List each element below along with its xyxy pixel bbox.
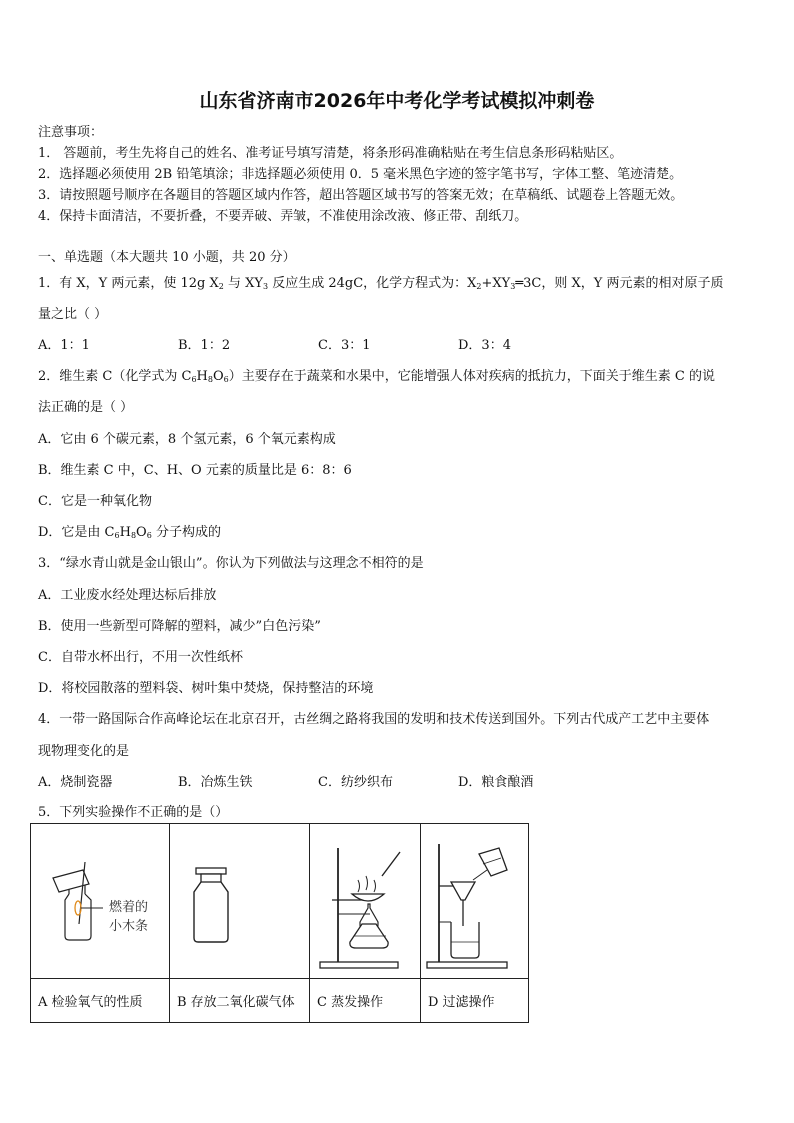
figure-a-caption[interactable]: A 检验氧气的性质 [31,979,170,1023]
notice-item: 3．请按照题号顺序在各题目的答题区域内作答，超出答题区域书写的答案无效；在草稿纸、试题卷上答题无效。 [38,188,684,203]
question-1-stem-cont: 量之比（ ） [38,307,108,322]
subscript: 8 [130,531,137,540]
figure-b-caption[interactable]: B 存放二氧化碳气体 [170,979,310,1023]
question-5-stem: 5．下列实验操作不正确的是（） [38,805,229,820]
option-a[interactable]: A．1：1 [38,338,90,353]
question-1-options [38,334,598,353]
q2-text: O [212,369,224,384]
q2-text: 2．维生素 C（化学式为 C [38,369,192,384]
option-d[interactable] [38,521,221,540]
q2-option-text: H [119,525,131,540]
figure-c-cell [310,824,421,979]
subscript: 2 [218,282,224,291]
oxygen-test-illustration [31,824,169,978]
evaporation-illustration [310,824,420,978]
q2-option-text: 分子构成的 [151,525,221,540]
question-3-stem: 3．“绿水青山就是金山银山”。你认为下列做法与这理念不相符的是 [38,556,424,571]
option-a[interactable]: A．工业废水经处理达标后排放 [38,588,217,603]
figure-b-cell [170,824,310,979]
notice-item: 2．选择题必须使用 2B 铅笔填涂；非选择题必须使用 0．5 毫米黑色字迹的签字笔书写，字体工整、笔迹清楚。 [38,167,683,182]
option-a[interactable]: A．烧制瓷器 [38,775,113,790]
option-c[interactable]: C．纺纱织布 [318,775,393,790]
subscript: 6 [191,375,197,384]
option-d[interactable]: D．粮食酿酒 [458,775,534,790]
option-d[interactable]: D．3：4 [458,338,511,353]
section-heading: 一、单选题（本大题共 10 小题，共 20 分） [38,250,296,265]
subscript: 8 [207,375,213,384]
page-title: 山东省济南市2026年中考化学考试模拟冲刺卷 [199,90,595,112]
question-4-stem: 4．一带一路国际合作高峰论坛在北京召开，古丝绸之路将我国的发明和技术传送到国外。下列古代成产工艺中主要体 [38,712,710,727]
q2-option-text: D．它是由 C [38,525,115,540]
notice-item: 1． 答题前，考生先将自己的姓名、准考证号填写清楚，将条形码准确粘贴在考生信息条形码粘贴区。 [38,146,623,161]
q1-text: ═3C，则 X，Y 两元素的相对原子质 [515,276,724,291]
question-4-options [38,771,598,790]
figure-d-cell [421,824,529,979]
filtration-illustration [421,824,528,978]
notice-heading: 注意事项： [38,125,104,140]
label-burning-stick-2: 小木条 [109,919,149,934]
subscript: 3 [262,282,269,291]
option-b[interactable]: B．维生素 C 中，C、H、O 元素的质量比是 6：8：6 [38,463,352,478]
q2-option-text: O [136,525,147,540]
question-2-stem-cont: 法正确的是（ ） [38,400,134,415]
subscript: 2 [476,282,482,291]
q1-text: 反应生成 24gC，化学方程式为：X [268,276,477,291]
figure-a-cell [31,824,170,979]
subscript: 6 [223,375,229,384]
figure-c-caption[interactable]: C 蒸发操作 [310,979,421,1023]
subscript: 6 [146,531,152,540]
q1-text: 与 XY [223,276,263,291]
subscript: 6 [114,531,120,540]
q1-text: +XY [481,276,511,291]
q2-text: H [196,369,208,384]
option-b[interactable]: B．1：2 [178,338,231,353]
gas-bottle-illustration [170,824,309,978]
label-burning-stick: 燃着的 [109,900,149,915]
figure-d-caption[interactable]: D 过滤操作 [421,979,529,1023]
q2-text: ）主要存在于蔬菜和水果中，它能增强人体对疾病的抵抗力，下面关于维生素 C 的说 [228,369,715,384]
option-a[interactable]: A．它由 6 个碳元素，8 个氢元素，6 个氧元素构成 [38,432,336,447]
option-b[interactable]: B．使用一些新型可降解的塑料，减少”白色污染” [38,619,321,634]
q1-text: 1．有 X，Y 两元素，使 12g X [38,276,219,291]
option-c[interactable]: C．自带水杯出行，不用一次性纸杯 [38,650,243,665]
option-b[interactable]: B．冶炼生铁 [178,775,253,790]
question-4-stem-cont: 现物理变化的是 [38,744,130,759]
notice-item: 4．保持卡面清洁，不要折叠，不要弄破、弄皱，不准使用涂改液、修正带、刮纸刀。 [38,209,528,224]
question-1-stem [38,272,723,291]
option-c[interactable]: C．它是一种氧化物 [38,494,152,509]
option-d[interactable]: D．将校园散落的塑料袋、树叶集中焚烧，保持整洁的环境 [38,681,374,696]
subscript: 3 [510,282,516,291]
experiment-figure-table [30,823,529,1023]
option-c[interactable]: C．3：1 [318,338,371,353]
question-2-stem [38,365,715,384]
